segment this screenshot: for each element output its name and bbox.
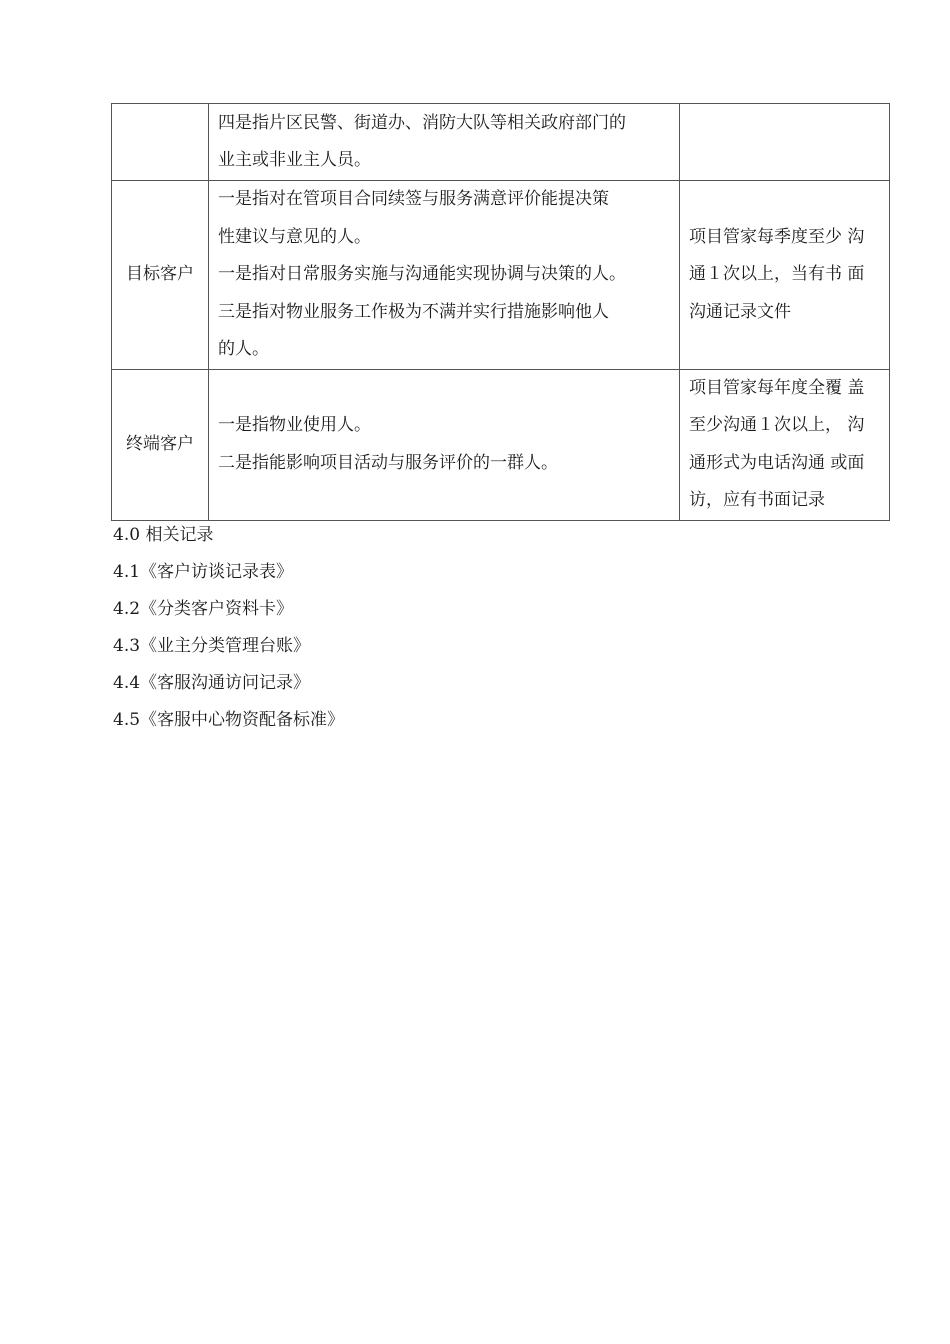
related-records-section: [113, 517, 344, 739]
record-item: 4.1《客户访谈记录表》: [113, 562, 294, 582]
row-label: [112, 104, 209, 181]
requirement-line: 通１次以上，当有书 面: [689, 264, 865, 284]
row-description: [209, 369, 680, 520]
description-line: 一是指对日常服务实施与沟通能实现协调与决策的人。: [218, 264, 626, 284]
description-line: 四是指片区民警、街道办、消防大队等相关政府部门的: [218, 112, 626, 133]
row-description: [209, 104, 680, 181]
row-requirement: [680, 181, 890, 370]
requirement-line: 访，应有书面记录: [689, 490, 825, 510]
requirement-line: 至少沟通１次以上， 沟: [689, 415, 865, 435]
description-line: 性建议与意见的人。: [218, 226, 371, 247]
requirement-line: 沟通记录文件: [689, 301, 791, 322]
section-heading: 4.0 相关记录: [113, 525, 214, 545]
description-line: 的人。: [218, 339, 269, 359]
row-requirement: [680, 104, 890, 181]
description-line: 一是指对在管项目合同续签与服务满意评价能提决策: [218, 189, 609, 209]
record-item: 4.2《分类客户资料卡》: [113, 599, 294, 619]
record-item: 4.4《客服沟通访问记录》: [113, 673, 311, 693]
row-label: 终端客户: [112, 369, 209, 520]
description-line: 二是指能影响项目活动与服务评价的一群人。: [218, 452, 558, 473]
table-row: [112, 369, 890, 520]
row-label: 目标客户: [112, 181, 209, 370]
table-row: [112, 104, 890, 181]
customer-classification-table: [111, 103, 890, 521]
table-row: [112, 181, 890, 370]
requirement-line: 通形式为电话沟通 或面: [689, 452, 865, 473]
requirement-line: 项目管家每年度全覆 盖: [689, 377, 865, 398]
requirement-line: 项目管家每季度至少 沟: [689, 226, 865, 247]
row-requirement: [680, 369, 890, 520]
description-line: 三是指对物业服务工作极为不满并实行措施影响他人: [218, 301, 609, 322]
row-description: [209, 181, 680, 370]
description-line: 一是指物业使用人。: [218, 415, 371, 435]
record-item: 4.5《客服中心物资配备标准》: [113, 710, 345, 730]
record-item: 4.3《业主分类管理台账》: [113, 636, 311, 656]
description-line: 业主或非业主人员。: [218, 150, 371, 170]
